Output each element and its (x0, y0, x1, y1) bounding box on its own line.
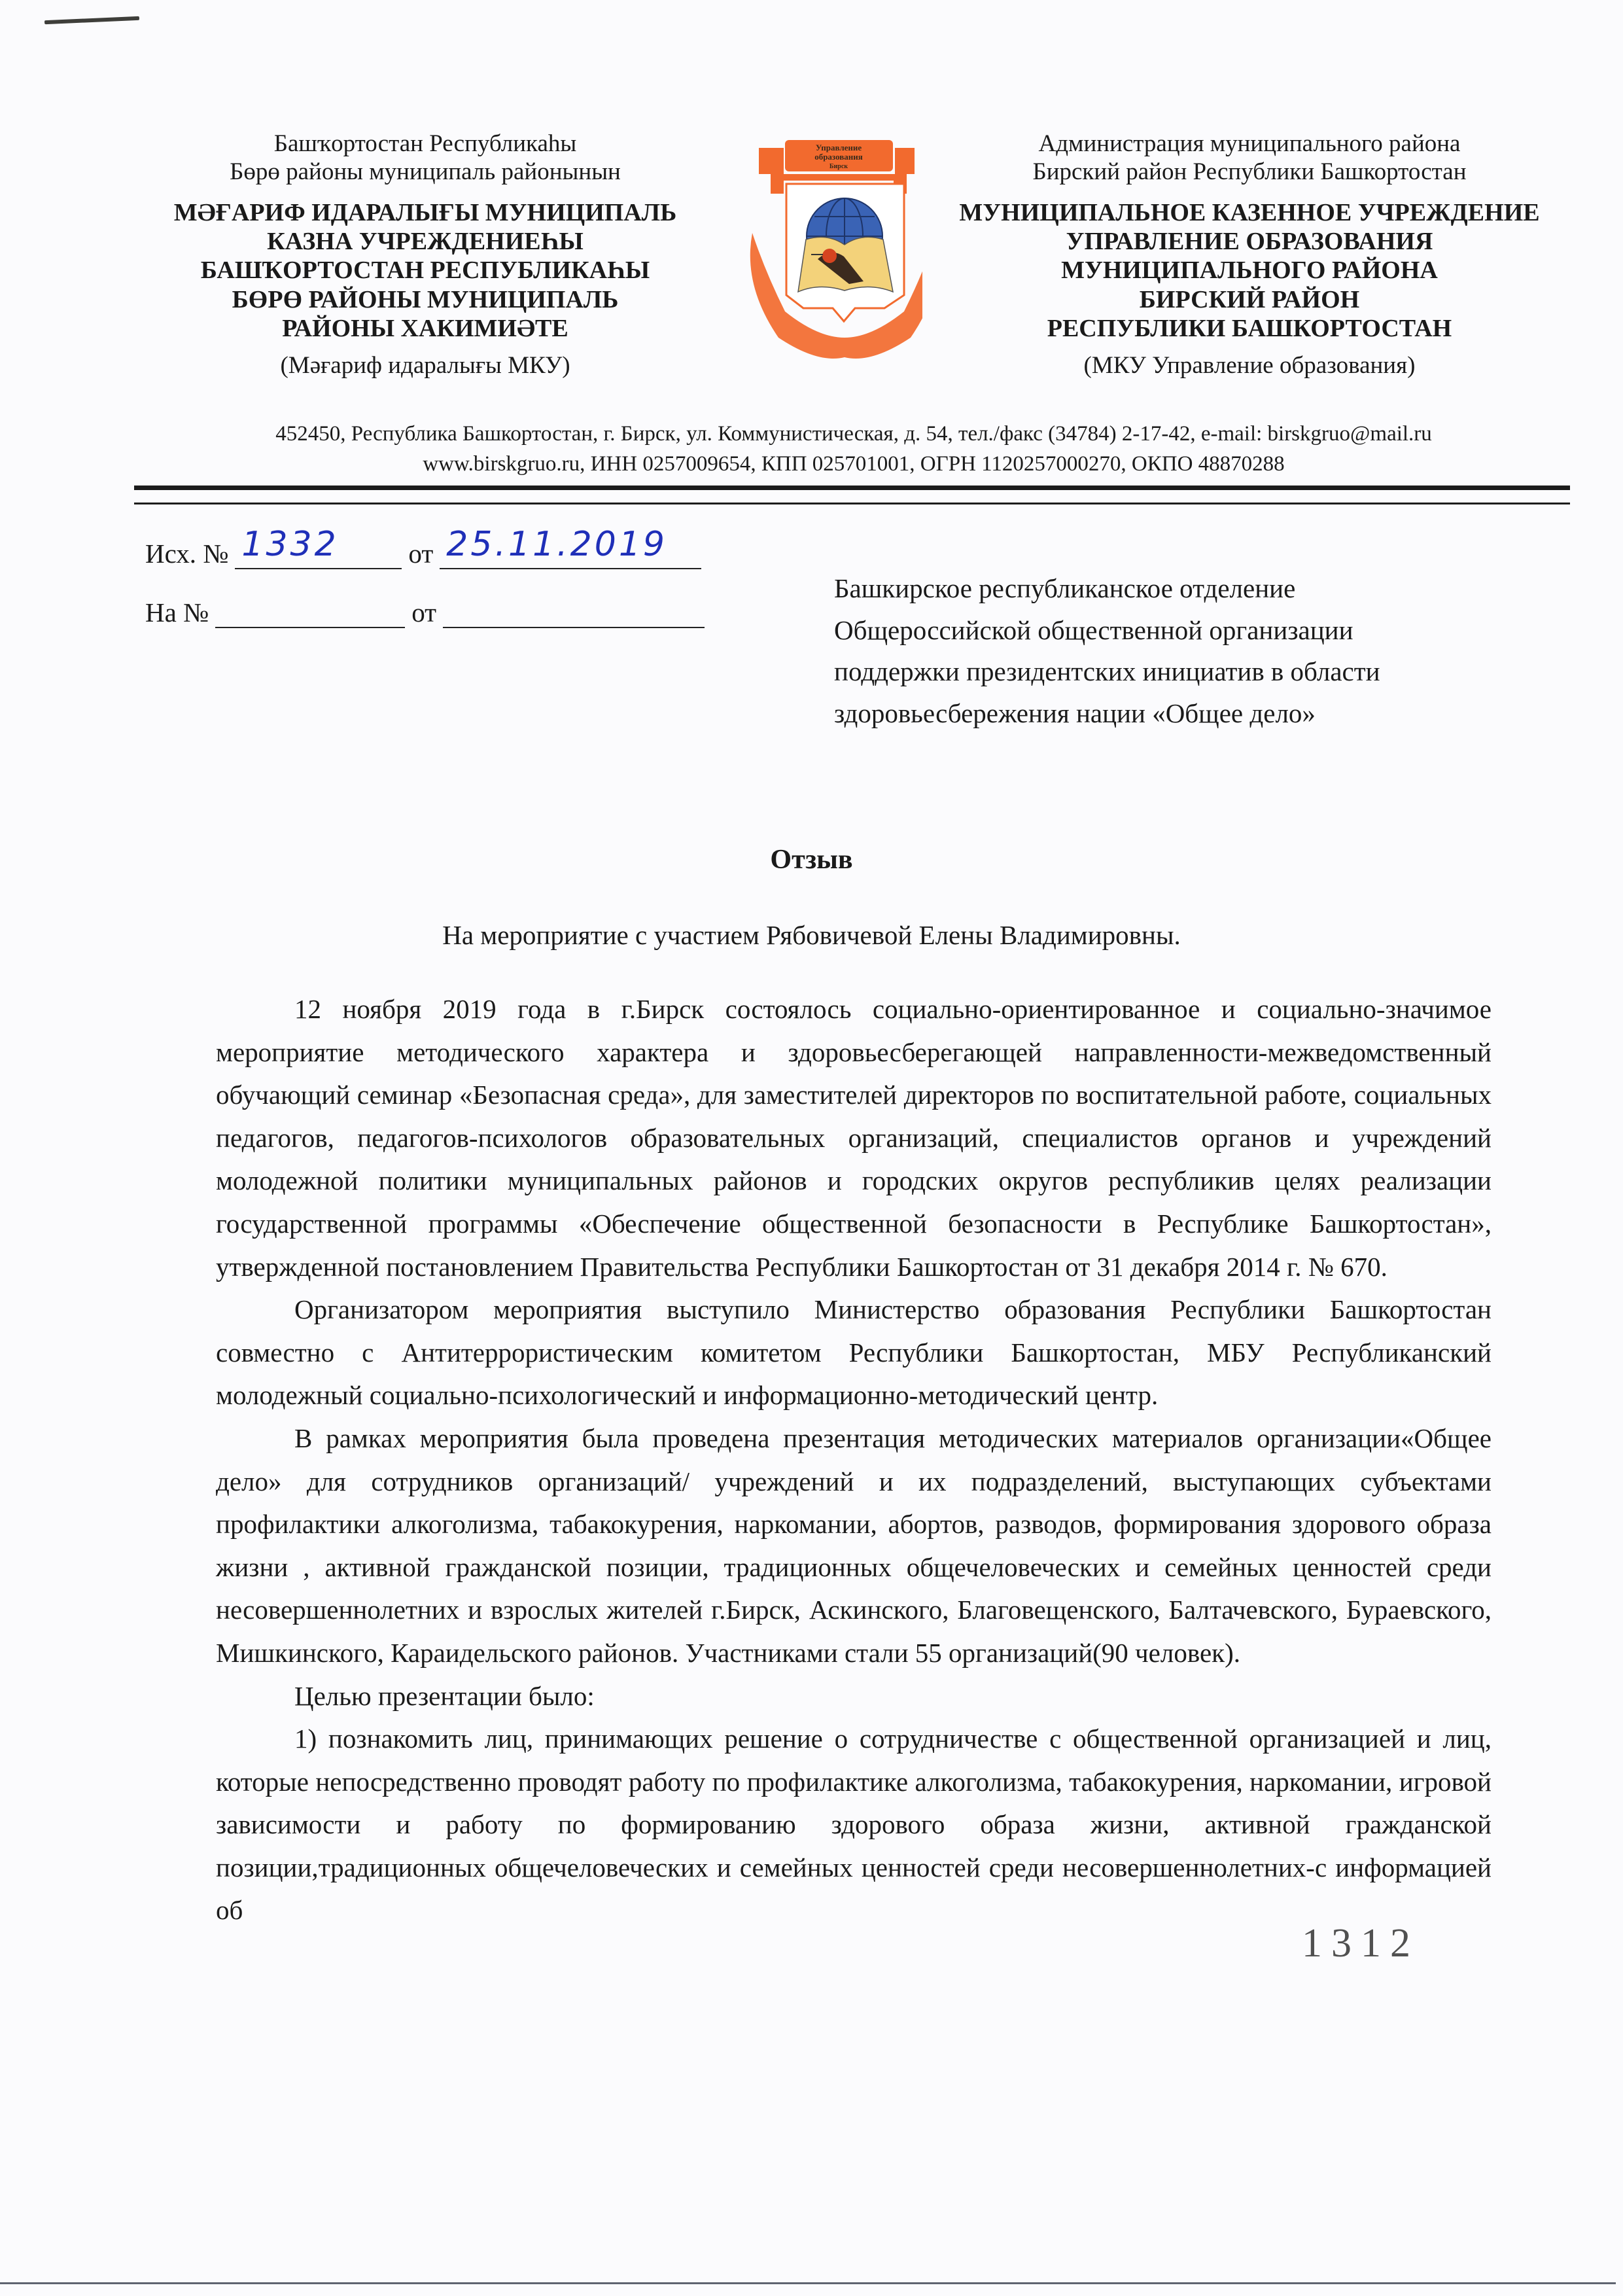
org-line: МӘҒАРИФ ИДАРАЛЫҒЫ МУНИЦИПАЛЬ (173, 198, 677, 226)
outgoing-from-label: от (408, 539, 434, 569)
scan-mark (44, 16, 139, 24)
org-line: БАШҠОРТОСТАН РЕСПУБЛИКАҺЫ (200, 256, 650, 285)
header-right-line: Администрация муниципального района (1038, 130, 1461, 157)
addressee-line: поддержки президентских инициатив в области (834, 656, 1380, 687)
body-paragraph: В рамках мероприятия была проведена презентация методических материалов организации«Общее дело» для сотрудников организаций/ учреждений и их подразделений, выступающих субъектами профилактики алкоголизма, табакокурения, наркомании, абортов, разводов, формирования здорового образа жизни , активной гражданской позиции, традиционных общечеловеческих и семейных ценностей среди несовершеннолетних и взрослых жителей г.Бирск, Аскинского, Благовещенского, Балтачевского, Бураевского, Мишкинского, Караидельского районов. Участниками стали 55 организаций(90 человек). (216, 1422, 1492, 1668)
org-line: БӨРӨ РАЙОНЫ МУНИЦИПАЛЬ (232, 285, 619, 313)
incoming-registration (145, 597, 711, 628)
header-right-line: Бирский район Республики Башкортостан (1032, 158, 1467, 186)
header-right-russian (935, 130, 1563, 380)
contact-registry-line: www.birskgruo.ru, ИНН 0257009654, КПП 025701001, ОГРН 1120257000270, ОКПО 48870288 (423, 452, 1285, 476)
body-paragraph: 12 ноября 2019 года в г.Бирск состоялось социально-ориентированное и социально-значимое мероприятие методического характера и здоровьесберегающей направленности-межведомственный обучающий семинар «Безопасная среда», для заместителей директоров по воспитательной работе, социальных педагогов, педагогов-психологов образовательных организаций, специалистов органов и учреждений молодежной политики муниципальных районов и городских округов республикив целях реализации государственной программы «Обеспечение общественной безопасности в Республике Башкортостан», утвержденной постановлением Правительства Республики Башкортостан от 31 декабря 2014 г. № 670. (216, 994, 1492, 1282)
header-left-line: Башҡортостан Республикаһы (273, 130, 577, 157)
addressee-line: здоровьесбережения нации «Общее дело» (834, 698, 1316, 728)
addressee-line: Общероссийской общественной организации (834, 614, 1353, 645)
contact-address-line: 452450, Республика Башкортостан, г. Бирск, ул. Коммунистическая, д. 54, тел./факс (34784) 2-17-42, e-mail: birskgruo@mail.ru (275, 422, 1432, 446)
incoming-number-field (215, 597, 405, 628)
stamped-page-number: 1312 (1302, 1921, 1420, 1966)
header-left-org (137, 198, 713, 344)
org-line: КАЗНА УЧРЕЖДЕНИЕҺЫ (267, 228, 584, 256)
org-line: БИРСКИЙ РАЙОН (1139, 285, 1360, 313)
org-line: МУНИЦИПАЛЬНОЕ КАЗЕННОЕ УЧРЕЖДЕНИЕ (959, 198, 1540, 226)
outgoing-date-field (440, 525, 701, 569)
body-paragraph: Целью презентации было: (294, 1680, 595, 1711)
incoming-date-field (443, 597, 705, 628)
contact-info (137, 419, 1570, 479)
org-line: МУНИЦИПАЛЬНОГО РАЙОНА (1061, 256, 1438, 285)
header-left-line: Бөрө районы муниципаль районынын (230, 158, 621, 186)
outgoing-number-handwritten: 1332 (241, 525, 339, 564)
header-left-bashkir (137, 130, 713, 380)
org-line: УПРАВЛЕНИЕ ОБРАЗОВАНИЯ (1066, 228, 1433, 256)
org-line: РАЙОНЫ ХАКИМИӘТЕ (282, 315, 568, 343)
emblem-text: Управление (815, 143, 862, 152)
header-right-abbr: (МКУ Управление образования) (1083, 351, 1416, 379)
incoming-from-label: от (411, 597, 437, 627)
document-title: Отзыв (770, 845, 853, 875)
emblem-icon (746, 128, 922, 377)
body-paragraph: Организатором мероприятия выступило Министерство образования Республики Башкортостан совместно с Антитеррористическим комитетом Республики Башкортостан, МБУ Республиканский молодежный социально-психологический и информационно-методический центр. (216, 1294, 1492, 1411)
page-edge (0, 2282, 1616, 2284)
addressee-line: Башкирское республиканское отделение (834, 573, 1296, 603)
header-left-abbr: (Мәғариф идаралығы МКУ) (280, 351, 570, 379)
header-right-org (935, 198, 1563, 344)
document-body (216, 988, 1492, 1932)
outgoing-label: Исх. № (145, 539, 229, 569)
header-divider-thick (134, 486, 1570, 490)
outgoing-registration (145, 525, 708, 569)
addressee-block (834, 568, 1554, 734)
header-divider-thin (134, 503, 1570, 504)
emblem-text: Бирск (829, 163, 848, 170)
org-line: РЕСПУБЛИКИ БАШКОРТОСТАН (1047, 315, 1452, 343)
emblem-text: образования (814, 152, 863, 162)
incoming-label: На № (145, 597, 209, 627)
outgoing-date-handwritten: 25.11.2019 (446, 525, 668, 564)
document-subtitle: На мероприятие с участием Рябовичевой Елены Владимировны. (442, 920, 1181, 950)
body-paragraph: 1) познакомить лиц, принимающих решение о сотрудничестве с общественной организацией и лиц, которые непосредственно проводят работу по профилактике алкоголизма, табакокурения, наркомании, игровой зависимости и работу по формированию здорового образа жизни, активной гражданской позиции,традиционных общечеловеческих и семейных ценностей среди несовершеннолетних-с информацией об (216, 1723, 1492, 1926)
outgoing-number-field (235, 525, 402, 569)
